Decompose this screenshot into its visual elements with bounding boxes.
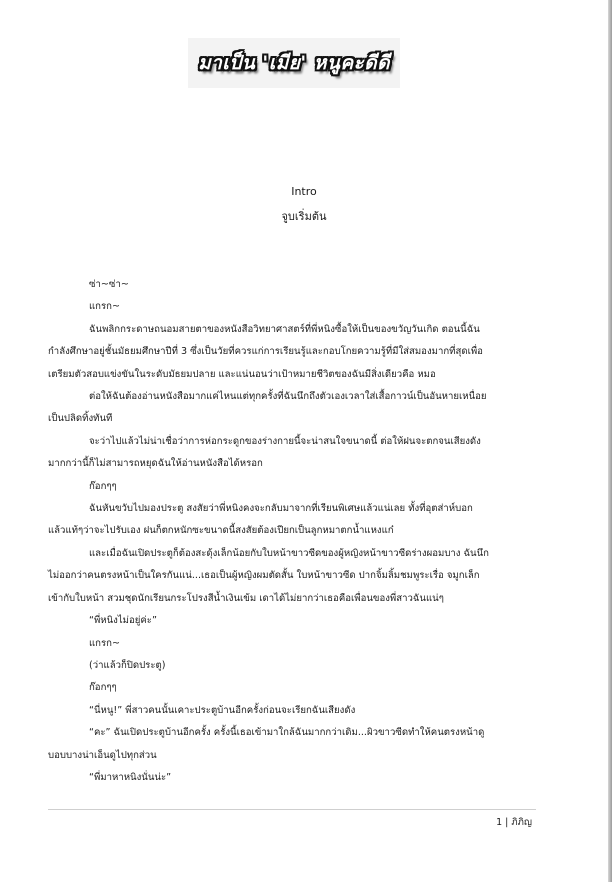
story-body	[48, 274, 534, 789]
body-line: ก๊อกๆๆ	[89, 480, 117, 492]
body-line: เป็นปลิดทิ้งทันที	[48, 413, 113, 425]
body-line: “พี่หนิงไม่อยู่ค่ะ”	[89, 615, 157, 627]
body-line: “คะ” ฉันเปิดประตูบ้านอีกครั้ง ครั้งนี้เธอเข้ามาใกล้ฉันมากกว่าเดิม...ผิวขาวซีดทำให้คนตรงหน้าดู	[89, 727, 485, 739]
body-line: ฉันพลิกกระดาษถนอมสายตาของหนังสือวิทยาศาสตร์ที่พี่หนิงซื้อให้เป็นของขวัญวันเกิด ตอนนี้ฉัน	[89, 323, 480, 335]
logo-text: มาเป็น 'เมีย' หนูคะดีดี	[198, 52, 390, 74]
page-edge-shadow	[608, 0, 612, 882]
body-line: ก๊อกๆๆ	[89, 682, 117, 694]
footer-divider	[48, 809, 536, 810]
body-line: แกรก~	[89, 637, 120, 649]
body-line: ซ่า~ซ่า~	[89, 279, 129, 290]
body-line: จะว่าไปแล้วไม่น่าเชื่อว่าการห่อกระดูกของร่างกายนี้จะน่าสนใจขนาดนี้ ต่อให้ฝนจะตกจนเสียงดัง	[89, 435, 481, 447]
body-line: ต่อให้ฉันต้องอ่านหนังสือมากแค่ไหนแต่ทุกครั้งที่ฉันนึกถึงตัวเองเวลาใส่เสื้อกาวน์เป็นอันหายเหนื่อย	[89, 391, 487, 403]
body-line: และเมื่อฉันเปิดประตูก็ต้องสะดุ้งเล็กน้อยกับใบหน้าขาวซีดของผู้หญิงหน้าขาวซีดร่างผอมบาง ฉันนึก	[89, 547, 489, 559]
page-number: 1 | ภิภิญ	[496, 817, 532, 828]
body-line: (ว่าแล้วก็ปิดประตู)	[89, 659, 166, 671]
body-line: บอบบางน่าเอ็นดูไปทุกส่วน	[48, 749, 157, 761]
chapter-label: Intro	[291, 185, 317, 198]
body-line: แล้วแท้ๆว่าจะไปรับเอง ฝนก็ตกหนักซะขนาดนี้สงสัยต้องเปียกเป็นลูกหมาตกน้ำแหงแก๋	[48, 525, 394, 537]
body-line: แกรก~	[89, 301, 120, 313]
body-line: เตรียมตัวสอบแข่งขันในระดับมัธยมปลาย และแน่นอนว่าเป้าหมายชีวิตของฉันมีสิ่งเดียวคือ หมอ	[48, 368, 436, 380]
body-line: มากกว่านี้ก็ไม่สามารถหยุดฉันให้อ่านหนังสือได้หรอก	[48, 458, 263, 470]
header-logo	[188, 38, 400, 88]
body-line: “พี่มาหาหนิงนั่นน่ะ”	[89, 771, 172, 783]
body-line: ไม่ออกว่าคนตรงหน้าเป็นใครกันแน่...เธอเป็นผู้หญิงผมตัดสั้น ใบหน้าขาวซีด ปากจิ้มลิ้มชมพูระเรื่อ จมูกเล็ก	[48, 570, 480, 582]
body-line: “นี่หนู!” พี่สาวคนนั้นเคาะประตูบ้านอีกครั้งก่อนจะเรียกฉันเสียงดัง	[89, 704, 356, 716]
chapter-title: จูบเริ่มต้น	[281, 210, 327, 223]
body-line: เข้ากับใบหน้า สวมชุดนักเรียนกระโปรงสีน้ำเงินเข้ม เดาได้ไม่ยากว่าเธอคือเพื่อนของพี่สาวฉันแน่ๆ	[48, 592, 444, 604]
body-line: กำลังศึกษาอยู่ชั้นมัธยมศึกษาปีที่ 3 ซึ่งเป็นวัยที่ควรแก่การเรียนรู้และกอบโกยความรู้ที่มีใส่สมองมากที่สุดเพื่อ	[48, 346, 483, 358]
body-line: ฉันหันขวับไปมองประตู สงสัยว่าพี่หนิงคงจะกลับมาจากที่เรียนพิเศษแล้วแน่เลย ทั้งที่อุตส่าห์บอก	[89, 503, 473, 515]
